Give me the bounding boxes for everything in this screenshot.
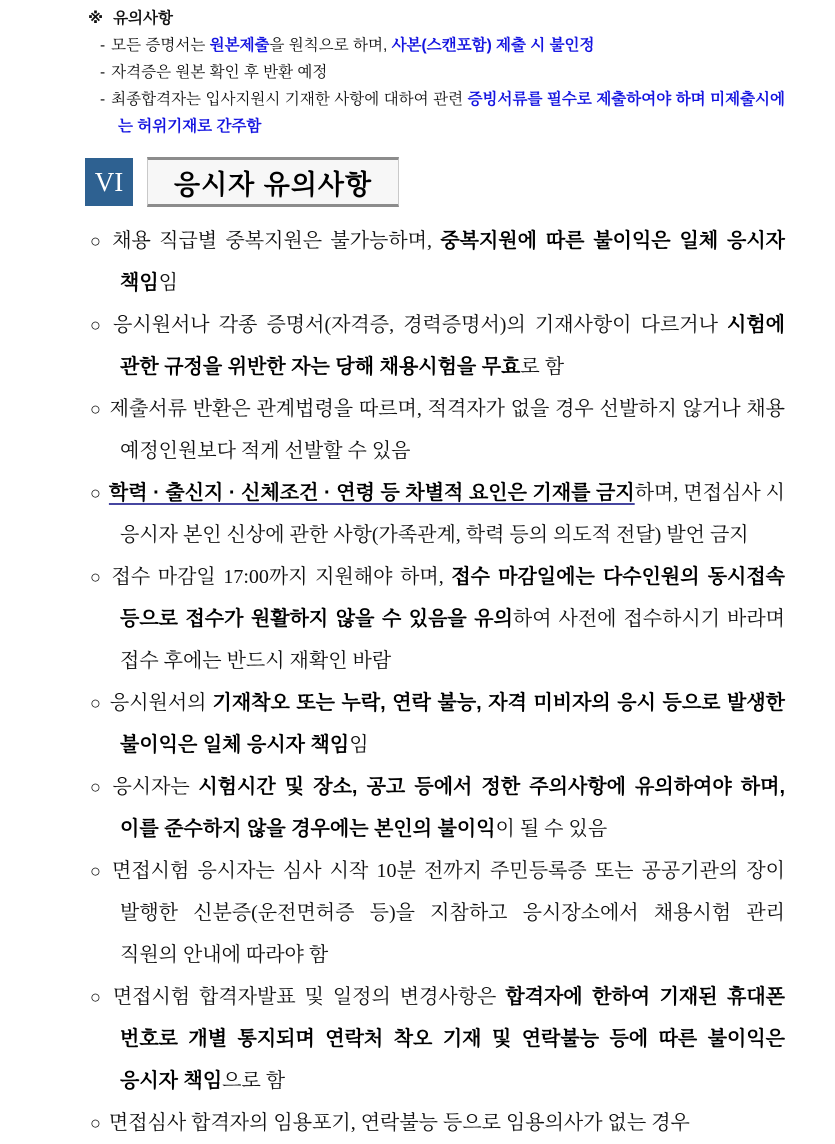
text-run: 으로 함 (222, 1070, 286, 1092)
notice-item (85, 556, 785, 682)
text-run: 중복지원에 따른 불이익은 일체 응시자 책임 (120, 230, 785, 294)
text-run: 면접심사 합격자의 임용포기, 연락불능 등으로 임용의사가 없는 경우 (108, 1112, 690, 1134)
notice-item (85, 766, 785, 850)
reference-mark-icon: ※ (88, 10, 104, 27)
text-run: 응시원서나 각종 증명서(자격증, 경력증명서)의 기재사항이 다르거나 (113, 314, 728, 336)
circle-bullet-marker: ○ (90, 567, 104, 587)
notice-item (85, 976, 785, 1102)
dash-marker: - (100, 37, 106, 54)
notice-item (85, 1102, 785, 1144)
notice-list (85, 220, 785, 1144)
text-run: 면접시험 응시자는 심사 시작 10분 전까지 주민등록증 또는 공공기관의 장이 발행한 신분증(운전면허증 등)을 지참하고 응시장소에서 채용시험 관리 직원의 안내에 따라야 함 (112, 860, 785, 966)
circle-bullet-marker: ○ (90, 399, 102, 419)
top-notes-items (85, 32, 785, 140)
text-run: 기재착오 또는 누락, 연락 불능, 자격 미비자의 응시 등으로 발생한 불이익은 일체 응시자 책임 (120, 692, 785, 756)
text-run: 하며, 면접심사 시 응시자 본인 신상에 관한 사항(가족관계, 학력 등의 의도적 전달) 발언 금지 (120, 482, 786, 546)
text-run: 응시원서의 (109, 692, 213, 714)
top-notes (85, 5, 785, 140)
section-number-badge: VI (85, 158, 133, 206)
text-run: 시험에 관한 규정을 위반한 자는 당해 채용시험을 무효 (120, 314, 785, 378)
circle-bullet-marker: ○ (90, 483, 101, 503)
text-run: 시험시간 및 장소, 공고 등에서 정한 주의사항에 유의하여야 하며, 이를 준수하지 않을 경우에는 본인의 불이익 (120, 776, 786, 840)
text-run: 사본(스캔포함) 제출 시 불인정 (391, 37, 595, 54)
section-header (85, 157, 785, 207)
section-title: 응시자 유의사항 (174, 169, 373, 200)
text-run: 최종합격자는 입사지원시 기재한 사항에 대하여 관련 (111, 91, 468, 108)
text-run: 증빙서류를 필수로 제출하여야 하며 미제출시에는 허위기재로 간주함 (118, 91, 786, 135)
text-run: 자격증은 원본 확인 후 반환 예정 (111, 64, 328, 81)
note-title-text: 유의사항 (113, 10, 173, 27)
text-run: 원본제출 (209, 37, 270, 54)
dash-marker: - (100, 64, 106, 81)
text-run: 제출서류 반환은 관계법령을 따르며, 적격자가 없을 경우 선발하지 않거나 채용 예정인원보다 적게 선발할 수 있음 (109, 398, 785, 462)
text-run: 로 함 (520, 356, 565, 378)
circle-bullet-marker: ○ (90, 987, 105, 1007)
text-run: 접수 마감일에는 다수인원의 동시접속 등으로 접수가 원활하지 않을 수 있음을 유의 (120, 566, 786, 630)
circle-bullet-marker: ○ (90, 777, 105, 797)
notice-item (85, 388, 785, 472)
circle-bullet-marker: ○ (90, 231, 105, 251)
text-run: 임 (349, 734, 369, 756)
circle-bullet-marker: ○ (90, 315, 105, 335)
note-item (85, 32, 785, 59)
section-title-box (147, 157, 399, 207)
text-run: 하여 사전에 접수하시기 바라며 접수 후에는 반드시 재확인 바람 (120, 608, 785, 672)
note-item (85, 86, 785, 140)
circle-bullet-marker: ○ (90, 861, 105, 881)
text-run: 모든 증명서는 (111, 37, 210, 54)
text-run: 을 원칙으로 하며, (269, 37, 392, 54)
text-run: 면접시험 합격자발표 및 일정의 변경사항은 (112, 986, 506, 1008)
notice-item (85, 850, 785, 976)
note-title (85, 5, 785, 32)
notice-item (85, 220, 785, 304)
dash-marker: - (100, 91, 106, 108)
text-run: 채용 직급별 중복지원은 불가능하며, (112, 230, 441, 252)
circle-bullet-marker: ○ (90, 693, 102, 713)
text-run: 임 (158, 272, 178, 294)
circle-bullet-marker: ○ (90, 1113, 101, 1133)
notice-item (85, 304, 785, 388)
text-run: 응시자는 (112, 776, 199, 798)
text-run: 접수 마감일 17:00까지 지원해야 하며, (111, 566, 452, 588)
text-run: 합격자에 한하여 기재된 휴대폰 번호로 개별 통지되며 연락처 착오 기재 및 연락불능 등에 따른 불이익은 응시자 책임 (120, 986, 785, 1092)
text-run: 이 될 수 있음 (495, 818, 608, 840)
notice-item (85, 472, 785, 556)
note-item (85, 59, 785, 86)
notice-item (85, 682, 785, 766)
text-run: 학력 · 출신지 · 신체조건 · 연령 등 차별적 요인은 기재를 금지 (108, 482, 635, 504)
